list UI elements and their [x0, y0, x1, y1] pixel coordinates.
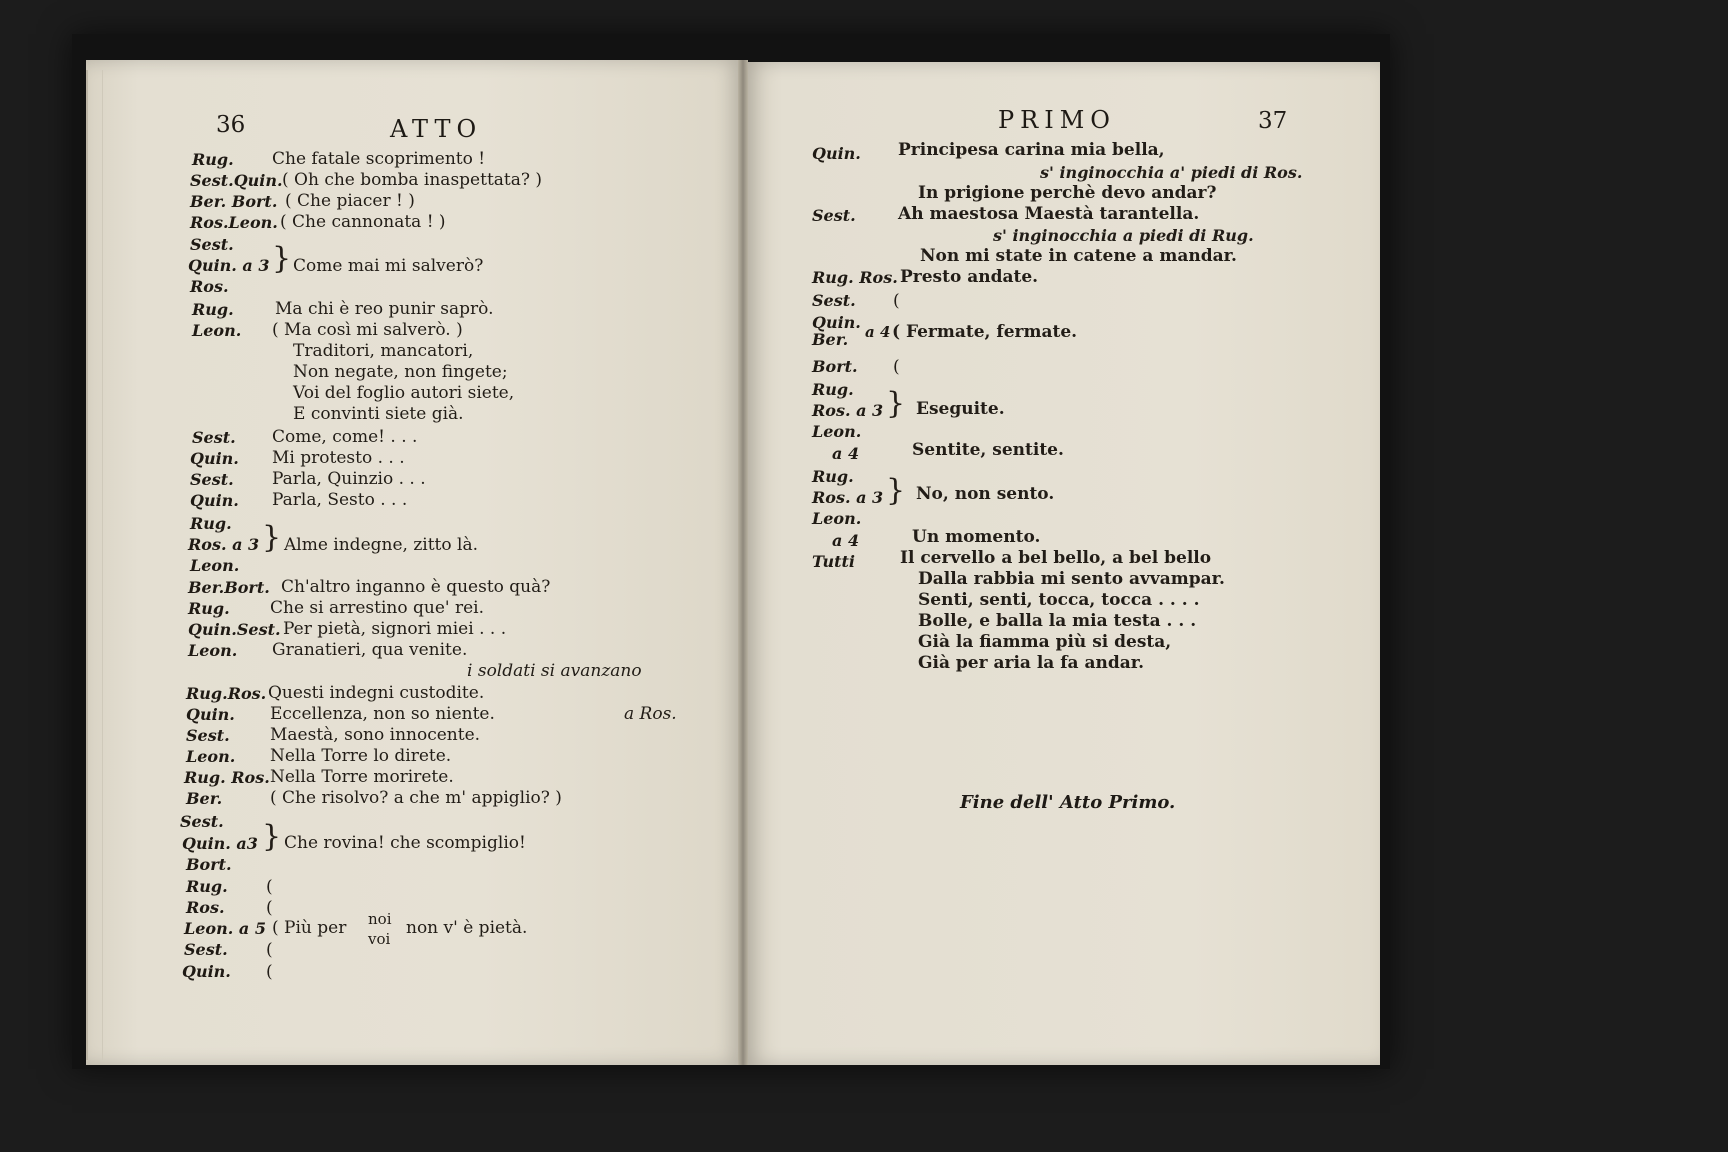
speaker: Ber. Bort.	[190, 192, 278, 211]
brace-icon: }	[886, 473, 906, 508]
speaker: Rug.	[186, 877, 228, 896]
page-title-right: PRIMO	[998, 106, 1116, 134]
paren-mark: (	[893, 357, 900, 377]
dialogue-line: non v' è pietà.	[406, 918, 528, 938]
speaker: Rug. Ros.	[812, 268, 898, 287]
speaker: Ber.	[186, 789, 223, 808]
dialogue-part: Più per	[284, 918, 347, 938]
speaker: Ros.Leon.	[190, 213, 278, 232]
verse-line: Dalla rabbia mi sento avvampar.	[918, 569, 1225, 589]
speaker: Quin.	[190, 449, 239, 468]
dialogue-line: ( Che risolvo? a che m' appiglio? )	[270, 788, 562, 808]
speaker: Rug. Ros.	[184, 768, 270, 787]
dialogue-line: ( Che piacer ! )	[285, 191, 415, 211]
speaker: Rug.	[188, 599, 230, 618]
dialogue-line: Per pietà, signori miei . . .	[283, 619, 507, 639]
speaker: Ber.	[812, 330, 849, 349]
verse-line: E convinti siete già.	[293, 404, 464, 424]
speaker: Rug.	[812, 380, 854, 399]
page-number-right: 37	[1258, 108, 1288, 134]
brace-icon: }	[886, 386, 906, 421]
dialogue-line: ( Ma così mi salverò. )	[272, 320, 463, 340]
dialogue-line: Il cervello a bel bello, a bel bello	[900, 548, 1212, 568]
dialogue-line: Un momento.	[912, 527, 1041, 547]
dialogue-line: Che si arrestino que' rei.	[270, 598, 485, 618]
speaker: Quin.Sest.	[188, 620, 281, 639]
ensemble-count: a 4	[832, 444, 860, 463]
speaker: Leon.	[188, 641, 238, 660]
dialogue-line: Ch'altro inganno è questo quà?	[281, 577, 551, 597]
dialogue-line: Sentite, sentite.	[912, 440, 1064, 460]
brace-icon: }	[272, 241, 292, 276]
speaker: Leon.	[186, 747, 236, 766]
speaker: Ros. a 3	[188, 535, 260, 554]
speaker: Sest.	[190, 470, 234, 489]
dialogue-line: Nella Torre lo direte.	[270, 746, 452, 766]
paren-mark: (	[266, 940, 273, 960]
dialogue-line: ( Che cannonata ! )	[280, 212, 446, 232]
dialogue-line: Che rovina! che scompiglio!	[284, 833, 526, 853]
alternate-word-bottom: voi	[368, 930, 391, 948]
dialogue-line: In prigione perchè devo andar?	[918, 183, 1217, 203]
dialogue-line: Come mai mi salverò?	[293, 256, 484, 276]
speaker: Ber.Bort.	[188, 578, 270, 597]
dialogue-line: Questi indegni custodite.	[268, 683, 485, 703]
verse-line: Senti, senti, tocca, tocca . . . .	[918, 590, 1200, 610]
speaker: Quin.	[190, 491, 239, 510]
speaker: Leon. a 5	[184, 919, 266, 938]
speaker: Rug.	[190, 514, 232, 533]
speaker: Rug.	[812, 467, 854, 486]
brace-icon: }	[262, 819, 282, 854]
dialogue-line: Maestà, sono innocente.	[270, 725, 481, 745]
verse-line: Bolle, e balla la mia testa . . .	[918, 611, 1197, 631]
speaker: Sest.	[812, 291, 856, 310]
dialogue-line: ( Oh che bomba inaspettata? )	[282, 170, 543, 190]
dialogue-line: Principesa carina mia bella,	[898, 140, 1165, 160]
stage-direction: s' inginocchia a piedi di Rug.	[993, 226, 1254, 245]
speaker: Leon.	[812, 509, 862, 528]
speaker: Tutti	[812, 552, 855, 571]
ensemble-count: a 4	[865, 323, 891, 341]
verse-line: Già per aria la fa andar.	[918, 653, 1145, 673]
dialogue-line: Eccellenza, non so niente.	[270, 704, 495, 724]
paren-mark: (	[266, 962, 273, 982]
speaker: Ros.	[190, 277, 229, 296]
speaker: Quin.	[812, 313, 861, 332]
dialogue-line: Nella Torre morirete.	[270, 767, 454, 787]
paren-mark: (	[266, 898, 273, 918]
dialogue-line: Ma chi è reo punir saprò.	[275, 299, 494, 319]
brace-icon: }	[262, 520, 282, 555]
speaker: Sest.	[180, 812, 224, 831]
dialogue-line: Granatieri, qua venite.	[272, 640, 468, 660]
dialogue-line: Come, come! . . .	[272, 427, 418, 447]
dialogue-line: Presto andate.	[900, 267, 1039, 287]
dialogue-line: Mi protesto . . .	[272, 448, 405, 468]
speaker: Leon.	[812, 422, 862, 441]
speaker: Bort.	[186, 855, 232, 874]
speaker: Sest.	[186, 726, 230, 745]
page-title-left: ATTO	[390, 115, 483, 143]
speaker: Bort.	[812, 357, 858, 376]
dialogue-line: ( Più per	[272, 918, 347, 938]
speaker: Leon.	[190, 556, 240, 575]
dialogue-line: Ah maestosa Maestà tarantella.	[898, 204, 1200, 224]
speaker: Rug.	[192, 300, 234, 319]
speaker: Quin.	[812, 144, 861, 163]
verse-line: Non negate, non fingete;	[293, 362, 508, 382]
speaker: Ros. a 3	[812, 401, 884, 420]
speaker: Leon.	[192, 321, 242, 340]
speaker: Sest.	[812, 206, 856, 225]
dialogue-line: Parla, Quinzio . . .	[272, 469, 426, 489]
speaker: Quin. a 3	[188, 256, 270, 275]
dialogue-line: Parla, Sesto . . .	[272, 490, 408, 510]
verse-line: Già la fiamma più si desta,	[918, 632, 1172, 652]
speaker: Sest.	[192, 428, 236, 447]
dialogue-line: ( Fermate, fermate.	[892, 322, 1078, 342]
dialogue-line: Alme indegne, zitto là.	[284, 535, 478, 555]
dialogue-line: Che fatale scoprimento !	[272, 149, 486, 169]
stage-direction: i soldati si avanzano	[467, 661, 642, 681]
paren-mark: (	[893, 291, 900, 311]
stage-direction: s' inginocchia a' piedi di Ros.	[1040, 163, 1303, 182]
speaker: Rug.Ros.	[186, 684, 267, 703]
speaker: Quin.	[182, 962, 231, 981]
speaker: Sest.	[190, 235, 234, 254]
speaker: Quin. a3	[182, 834, 258, 853]
speaker: Quin.	[186, 705, 235, 724]
verse-line: Traditori, mancatori,	[293, 341, 474, 361]
ensemble-count: a 4	[832, 531, 860, 550]
speaker: Rug.	[192, 150, 234, 169]
page-number-left: 36	[216, 112, 246, 138]
alternate-word-top: noi	[368, 910, 392, 928]
speaker: Ros.	[186, 898, 225, 917]
verse-line: Voi del foglio autori siete,	[293, 383, 515, 403]
speaker: Sest.Quin.	[190, 171, 283, 190]
dialogue-line: Non mi state in catene a mandar.	[920, 246, 1237, 266]
dialogue-part: Fermate, fermate.	[905, 322, 1078, 342]
aside-direction: a Ros.	[624, 704, 677, 724]
speaker: Sest.	[184, 940, 228, 959]
act-ending: Fine dell' Atto Primo.	[960, 792, 1176, 813]
speaker: Ros. a 3	[812, 488, 884, 507]
dialogue-line: Eseguite.	[916, 399, 1005, 419]
paren-mark: (	[266, 877, 273, 897]
dialogue-line: No, non sento.	[916, 484, 1055, 504]
